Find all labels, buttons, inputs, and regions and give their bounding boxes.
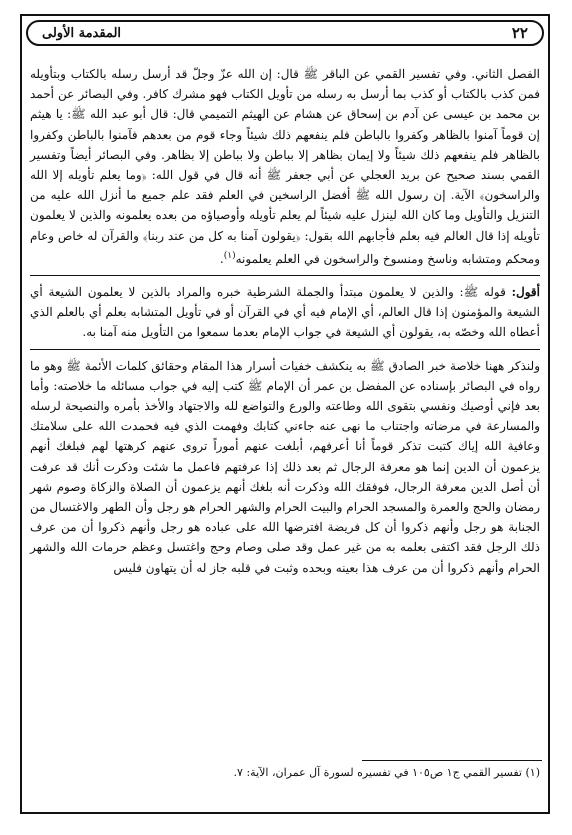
paragraph-3: [30, 356, 540, 578]
page-number: ٢٢: [511, 24, 528, 42]
paragraph-1-text: الفصل الثاني. وفي تفسير القمي عن الباقر ﷺ قال: إن الله عزّ وجلّ قد أرسل رسله بالكتاب وبتأويله فمن كذب بالكتاب أو كذب بما أرسل به رسله من تأويل الكتاب فهو مشرك كافر. وفي البصائر عن أحمد بن محمد بن عيسى عن آدم بن إسحاق عن هشام عن الهيثم التميمي قال: قال أبو عبد الله ﷺ: يا هيثم إن قوماً آمنوا بالظاهر وكفروا بالباطن فلم ينفعهم ذلك شيئاً وجاء قوم من بعدهم فآمنوا بالباطن وكفروا بالظاهر فلم ينفعهم ذلك شيئاً ولا إيمان بظاهر إلا بباطن ولا بباطن إلا بظاهر. وفي البصائر أيضاً وتفسير القمي بسند صحيح عن بريد العجلي عن أبي جعفر ﷺ أنه قال في قول الله: ﴿وما يعلم تأويله إلا الله والراسخون﴾ الآية. إن رسول الله ﷺ أفضل الراسخين في العلم فقد علم جميع ما أنزل الله عليه من التنزيل والتأويل وما كان الله لينزل عليه شيئاً لم يعلم تأويله وأوصياؤه من بعده يعلمونه والذين لا يعلمون تأويله إذا قال العالم فيه بعلم فأجابهم الله بقول: ﴿يقولون آمنا به كل من عند ربنا﴾ والقرآن له خاص وعام ومحكم ومتشابه وناسخ ومنسوخ والراسخون في العلم يعلمونه: [30, 67, 540, 266]
paragraph-2-text: قوله ﷺ: والذين لا يعلمون مبتدأ والجملة الشرطية خبره والمراد بالذين لا يعلمون الشيعة أي الشيعة والمؤمنون إذا قال العالم، أي الإمام فيه أي في القرآن أو في تأويل المتشابه بعلم أي بالعلم الذي أعطاه الله وخصّه به، يقولون أي الشيعة في جواب الإمام بعدما سمعوا من التأويل منه آمنا به.: [30, 285, 540, 340]
page-header: [26, 20, 544, 46]
paragraph-2: [30, 282, 540, 343]
footnote-text: تفسير القمي ج١ ص١٠٥ في تفسيره لسورة آل عمران، الآية: ٧.: [233, 766, 522, 779]
footnote-rule: [362, 760, 542, 761]
chapter-title: المقدمة الأولى: [42, 25, 122, 41]
section-divider: [30, 349, 540, 350]
paragraph-3-text: ولنذكر ههنا خلاصة خبر الصادق ﷺ به ينكشف خفيات أسرار هذا المقام وحقائق كلمات الأئمة ﷺ وهو ما رواه في البصائر بإسناده عن المفضل بن عمر أن الإمام ﷺ كتب إليه في جواب مسائله ما خلاصته: وأما بعد فإني أوصيك ونفسي بتقوى الله وطاعته والورع والتواضع لله والاجتهاد والأخذ بأمره والنصيحة لرسله والمسارعة في مرضاته واجتناب ما نهى عنه جاءني كتابك وفهمت الذي فيه فحمدت الله على سلامتك وعافية الله إياك كتبت تذكر قوماً أنا أعرفهم، أبلغت عنهم أموراً تروى عنهم كرهتها لهم فبلغك أنهم يزعمون أن الدين إنما هو معرفة الرجال ثم بعد ذلك إذا عرفتهم فاعمل ما شئت وذكرت أنك قد عرفت أن أصل الدين معرفة الرجال، فوفقك الله وذكرت أنه بلغك أنهم يزعمون أن الصلاة والزكاة وصوم شهر رمضان والحج والعمرة والمسجد الحرام والبيت الحرام والشهر الحرام هو رجل وأن الطهر والاغتسال من الجنابة هو رجل وأنهم ذكروا أن كل فريضة افترضها الله على عباده هو رجل وأنهم ذكروا أن من عرف ذلك الرجل فقد اكتفى بعلمه به من غير عمل وقد صلى وصام وحج واغتسل وعظم حرمات الله والشهر الحرام وأنهم ذكروا أن من عرف هذا بعينه وبحده وثبت في قلبه جاز له أن يتهاون فليس: [30, 358, 541, 575]
footnote-number: (١): [525, 766, 540, 779]
paragraph-2-lead: أقول:: [511, 285, 540, 300]
footnote: [40, 766, 540, 779]
footnote-reference: (١): [223, 250, 236, 261]
section-divider: [30, 275, 540, 276]
page-body: [30, 64, 540, 578]
paragraph-1: [30, 64, 540, 269]
paragraph-1-end: .: [219, 251, 224, 266]
